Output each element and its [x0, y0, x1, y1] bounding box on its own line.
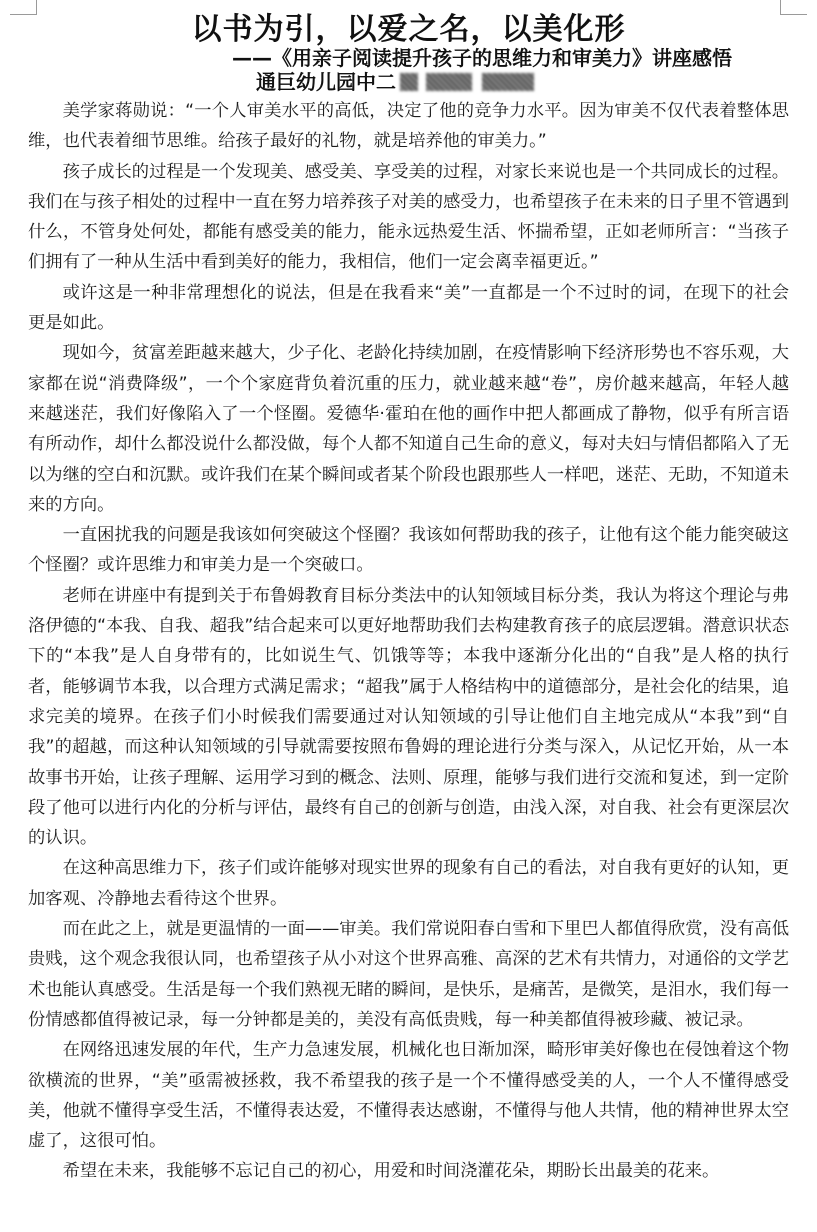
byline-text: 通巨幼儿园中二	[256, 70, 396, 94]
paragraph: 而在此之上，就是更温情的一面——审美。我们常说阳春白雪和下里巴人都值得欣赏，没有高低贵贱，这个观念我很认同，也希望孩子从小对这个世界高雅、高深的艺术有共情力，对通俗的文学艺术也能认真感受。生活是每一个我们熟视无睹的瞬间，是快乐，是痛苦，是微笑，是泪水，我们每一份情感都值得被记录，每一分钟都是美的，美没有高低贵贱，每一种美都值得被珍藏、被记录。	[28, 919, 789, 1030]
paragraph: 现如今，贫富差距越来越大，少子化、老龄化持续加剧，在疫情影响下经济形势也不容乐观，大家都在说“消费降级”，一个个家庭背负着沉重的压力，就业越来越“卷”，房价越来越高，年轻人越来越迷茫，我们好像陷入了一个怪圈。爱德华·霍珀在他的画作中把人都画成了静物，似乎有所言语有所动作，却什么都没说什么都没做，每个人都不知道自己生命的意义，每对夫妇与情侣都陷入了无以为继的空白和沉默。或许我们在某个瞬间或者某个阶段也跟那些人一样吧，迷茫、无助，不知道未来的方向。	[28, 343, 789, 515]
document-title: 以书为引，以爱之名，以美化形	[191, 12, 626, 47]
document-subtitle: ——《用亲子阅读提升孩子的思维力和审美力》讲座感悟	[232, 46, 732, 70]
paragraph: 在这种高思维力下，孩子们或许能够对现实世界的现象有自己的看法，对自我有更好的认知，更加客观、冷静地去看待这个世界。	[28, 858, 789, 909]
article-body	[28, 96, 789, 1187]
paragraph: 孩子成长的过程是一个发现美、感受美、享受美的过程，对家长来说也是一个共同成长的过程。我们在与孩子相处的过程中一直在努力培养孩子对美的感受力，也希望孩子在未来的日子里不管遇到什么，不管身处何处，都能有感受美的能力，能永远热爱生活、怀揣希望，正如老师所言：“当孩子们拥有了一种从生活中看到美好的能力，我相信，他们一定会离幸福更近。”	[28, 161, 789, 273]
paragraph: 老师在讲座中有提到关于布鲁姆教育目标分类法中的认知领域目标分类，我认为将这个理论与弗洛伊德的“本我、自我、超我”结合起来可以更好地帮助我们去构建教育孩子的底层逻辑。潜意识状态下的“本我”是人自身带有的，比如说生气、饥饿等等；本我中逐渐分化出的“自我”是人格的执行者，能够调节本我，以合理方式满足需求；“超我”属于人格结构中的道德部分，是社会化的结果，追求完美的境界。在孩子们小时候我们需要通过对认知领域的引导让他们自主地完成从“本我”到“自我”的超越，而这种认知领域的引导就需要按照布鲁姆的理论进行分类与深入，从记忆开始，从一本故事书开始，让孩子理解、运用学习到的概念、法则、原理，能够与我们进行交流和复述，到一定阶段了他可以进行内化的分析与评估，最终有自己的创新与创造，由浅入深，对自我、社会有更深层次的认识。	[28, 585, 790, 849]
redacted-name-block	[400, 73, 418, 91]
paragraph: 在网络迅速发展的年代，生产力急速发展，机械化也日渐加深，畸形审美好像也在侵蚀着这个物欲横流的世界，“美”亟需被拯救，我不希望我的孩子是一个不懂得感受美的人，一个人不懂得感受美，他就不懂得享受生活，不懂得表达爱，不懂得表达感谢，不懂得与他人共情，他的精神世界太空虚了，这很可怕。	[28, 1040, 789, 1152]
redacted-name-block	[482, 73, 534, 91]
redacted-name-block	[426, 73, 472, 91]
paragraph: 一直困扰我的问题是我该如何突破这个怪圈？我该如何帮助我的孩子，让他有这个能力能突破这个怪圈？或许思维力和审美力是一个突破口。	[28, 525, 789, 576]
paragraph: 或许这是一种非常理想化的说法，但是在我看来“美”一直都是一个不过时的词，在现下的社会更是如此。	[28, 282, 789, 334]
paragraph: 美学家蒋勋说：“一个人审美水平的高低，决定了他的竞争力水平。因为审美不仅代表着整体思维，也代表着细节思维。给孩子最好的礼物，就是培养他的审美力。”	[28, 101, 789, 152]
paragraph: 希望在未来，我能够不忘记自己的初心，用爱和时间浇灌花朵，期盼长出最美的花来。	[62, 1161, 720, 1182]
author-byline	[256, 66, 534, 95]
